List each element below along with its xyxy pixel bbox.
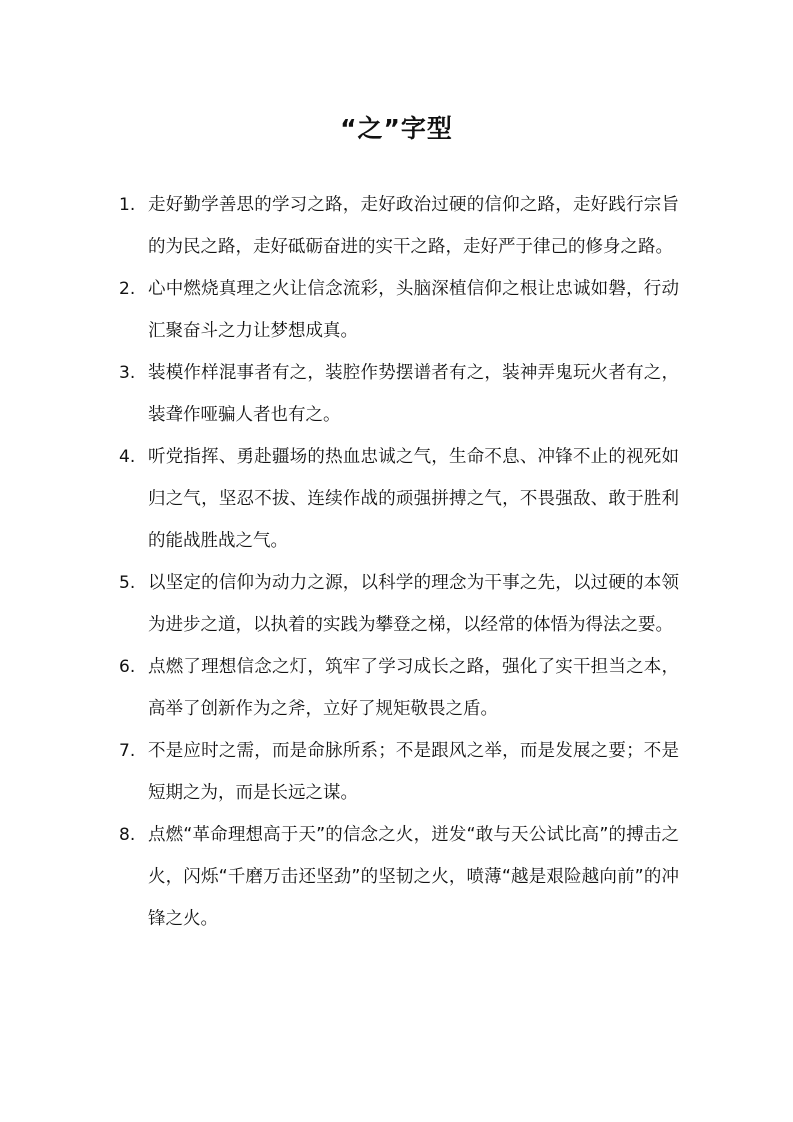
numbered-list — [119, 184, 679, 940]
list-item — [119, 814, 679, 940]
list-item-number: 4. — [119, 447, 136, 467]
list-item-text: 装模作样混事者有之，装腔作势摆谱者有之，装神弄鬼玩火者有之，装聋作哑骗人者也有之。 — [148, 363, 679, 425]
list-item-text: 走好勤学善思的学习之路，走好政治过硬的信仰之路，走好践行宗旨的为民之路，走好砥砺奋进的实干之路，走好严于律己的修身之路。 — [148, 195, 679, 257]
list-item-number: 5. — [119, 573, 136, 593]
list-item-number: 1. — [119, 195, 136, 215]
list-item — [119, 562, 679, 646]
list-item-number: 2. — [119, 279, 136, 299]
list-item — [119, 646, 679, 730]
list-item — [119, 730, 679, 814]
list-item-text: 点燃了理想信念之灯，筑牢了学习成长之路，强化了实干担当之本，高举了创新作为之斧，立好了规矩敬畏之盾。 — [148, 657, 679, 719]
list-item-text: 不是应时之需，而是命脉所系；不是跟风之举，而是发展之要；不是短期之为，而是长远之谋。 — [148, 741, 679, 803]
list-item-number: 6. — [119, 657, 136, 677]
list-item-number: 8. — [119, 825, 136, 845]
list-item — [119, 184, 679, 268]
list-item-text: 以坚定的信仰为动力之源，以科学的理念为干事之先，以过硬的本领为进步之道，以执着的实践为攀登之梯，以经常的体悟为得法之要。 — [148, 573, 679, 635]
page-title: “之”字型 — [340, 114, 453, 143]
list-item — [119, 352, 679, 436]
list-item-number: 3. — [119, 363, 136, 383]
list-item — [119, 436, 679, 562]
list-item-text: 心中燃烧真理之火让信念流彩，头脑深植信仰之根让忠诚如磐，行动汇聚奋斗之力让梦想成真。 — [148, 279, 679, 341]
list-item-number: 7. — [119, 741, 136, 761]
list-item — [119, 268, 679, 352]
list-item-text: 点燃“革命理想高于天”的信念之火，迸发“敢与天公试比高”的搏击之火，闪烁“千磨万击还坚劲”的坚韧之火，喷薄“越是艰险越向前”的冲锋之火。 — [148, 825, 679, 929]
list-item-text: 听党指挥、勇赴疆场的热血忠诚之气，生命不息、冲锋不止的视死如归之气，坚忍不拔、连续作战的顽强拼搏之气，不畏强敌、敢于胜利的能战胜战之气。 — [148, 447, 679, 551]
